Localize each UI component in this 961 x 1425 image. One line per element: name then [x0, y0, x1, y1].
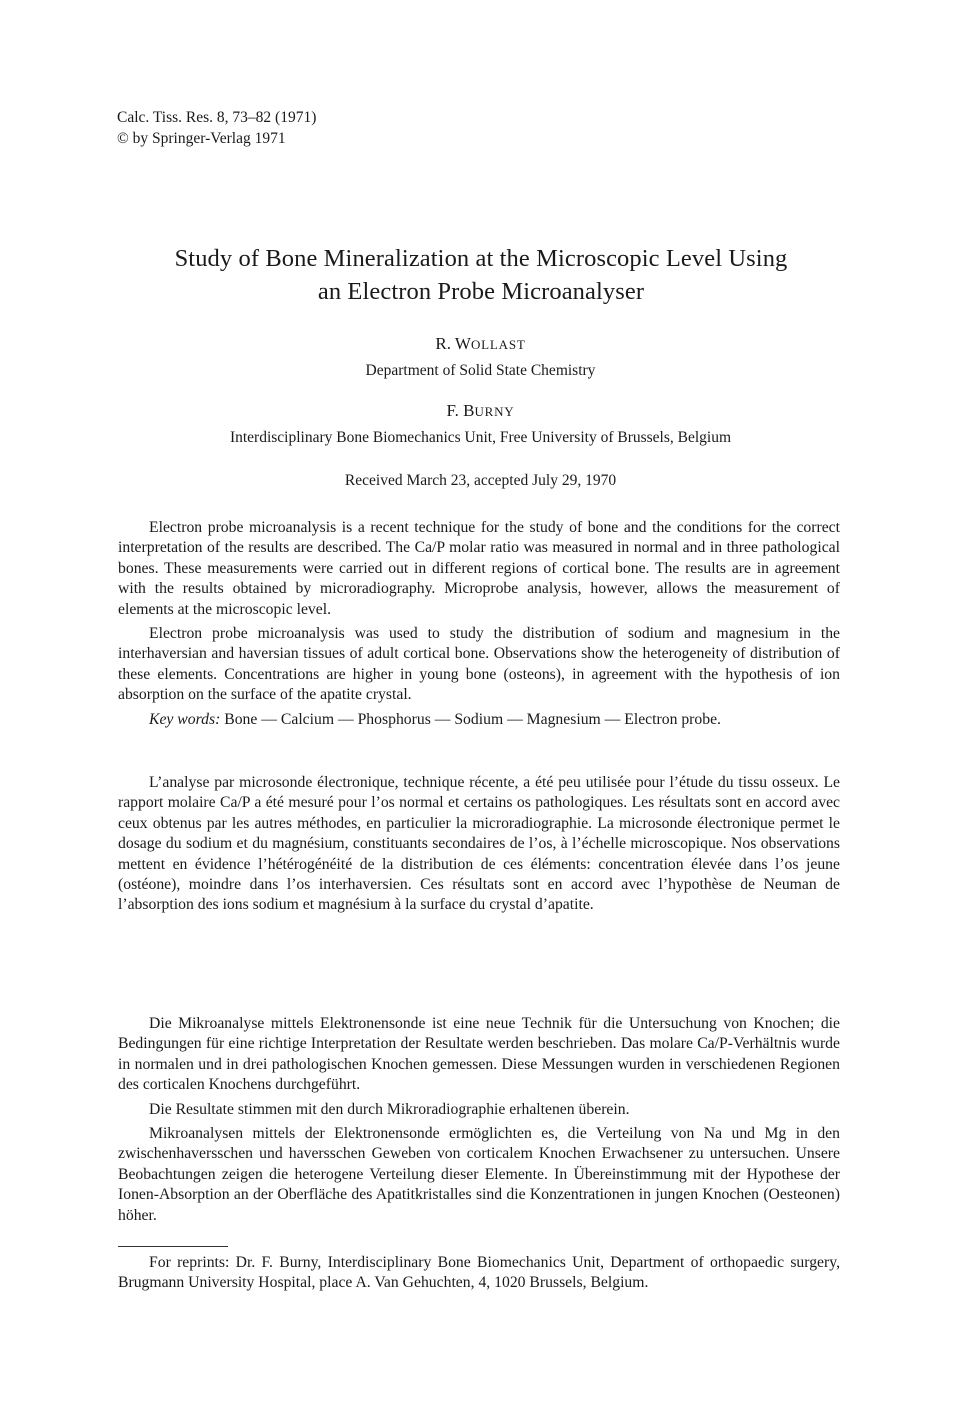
abstract-german [118, 1014, 840, 1226]
author-2-affiliation: Interdisciplinary Bone Biomechanics Unit, Free University of Brussels, Belgium [229, 429, 732, 446]
title-line-1: Study of Bone Mineralization at the Microscopic Level Using [174, 245, 788, 272]
keywords-list: Bone — Calcium — Phosphorus — Sodium — Magnesium — Electron probe. [224, 710, 721, 728]
abstract-french [118, 773, 840, 916]
keywords [118, 710, 840, 730]
title-line-2: an Electron Probe Microanalyser [317, 278, 645, 305]
author-1-initial: R. W [435, 334, 471, 353]
keywords-label: Key words: [149, 710, 221, 728]
footnote-divider [118, 1246, 228, 1247]
author-1-affiliation: Department of Solid State Chemistry [365, 362, 596, 379]
abstract-de-paragraph-2: Die Resultate stimmen mit den durch Mikroradiographie erhaltenen überein. [149, 1100, 630, 1118]
journal-reference: Calc. Tiss. Res. 8, 73–82 (1971) [117, 109, 317, 126]
footnote [118, 1253, 840, 1294]
abstract-fr-paragraph-1: L’analyse par microsonde électronique, technique récente, a été peu utilisée pour l’étude du tissu osseux. Le rapport molaire Ca/P a été mesuré pour l’os normal et certains os pathologiques. Les résultats sont en accord avec ceux obtenus par les autres méthodes, en particulier la microradiographie. La microsonde électronique permet le dosage du sodium et du magnésium, constituants secondaires de l’os, à l’échelle microscopique. Nos observations mettent en évidence l’hétérogénéité de la distribution de ces éléments: concentration élevée dans l’os jeune (ostéone), moindre dans l’os interhaversien. Ces résultats sont en accord avec l’hypothèse de Neuman de l’absorption des ions sodium et magnésium à la surface du crystal d’apatite. [118, 774, 840, 914]
journal-citation [117, 107, 316, 149]
paper-title [120, 242, 842, 308]
footnote-text: For reprints: Dr. F. Burny, Interdisciplinary Bone Biomechanics Unit, Department of orthopaedic surgery, Brugmann University Hospital, place A. Van Gehuchten, 4, 1020 Brussels, Belgium. [118, 1254, 840, 1292]
copyright-notice: © by Springer-Verlag 1971 [117, 130, 286, 147]
abstract-de-paragraph-1: Die Mikroanalyse mittels Elektronensonde ist eine neue Technik für die Untersuchung von Knochen; die Bedingungen für eine richtige Interpretation der Resultate werden beschrieben. Das molare Ca/P-Verhältnis wurde in normalen und in drei pathologischen Knochen gemessen. Diese Messungen wurden in verschiedenen Regionen des corticalen Knochens durchgeführt. [118, 1015, 840, 1094]
received-dates: Received March 23, accepted July 29, 1970 [344, 472, 617, 489]
abstract-en-paragraph-1: Electron probe microanalysis is a recent technique for the study of bone and the conditions for the correct interpretation of the results are described. The Ca/P molar ratio was measured in normal and in three pathological bones. These measurements were carried out in different regions of cortical bone. The results are in agreement with the results obtained by microradiography. Microprobe analysis, however, allows the measurement of elements at the microscopic level. [118, 519, 840, 618]
author-2 [0, 401, 961, 422]
abstract-en-paragraph-2: Electron probe microanalysis was used to study the distribution of sodium and magnesium in the interhaversian and haversian tissues of adult cortical bone. Observations show the heterogeneity of distribution of these elements. Concentrations are higher in young bone (osteons), in agreement with the hypothesis of ion absorption on the surface of the apatite crystal. [118, 625, 840, 704]
author-1 [0, 334, 961, 355]
author-1-surname: OLLAST [470, 337, 526, 352]
author-2-initial: F. B [446, 401, 475, 420]
author-2-surname: URNY [474, 404, 515, 419]
abstract-de-paragraph-3: Mikroanalysen mittels der Elektronensonde ermöglichten es, die Verteilung von Na und Mg in den zwischenhaversschen und haversschen Geweben von corticalem Knochen Erwachsener zu untersuchen. Unsere Beobachtungen zeigen die heterogene Verteilung dieser Elemente. In Übereinstimmung mit der Hypothese der Ionen-Absorption an der Oberfläche des Apatitkristalles sind die Konzentrationen in jungen Knochen (Oesteonen) höher. [118, 1125, 840, 1224]
abstract-english [118, 518, 840, 730]
